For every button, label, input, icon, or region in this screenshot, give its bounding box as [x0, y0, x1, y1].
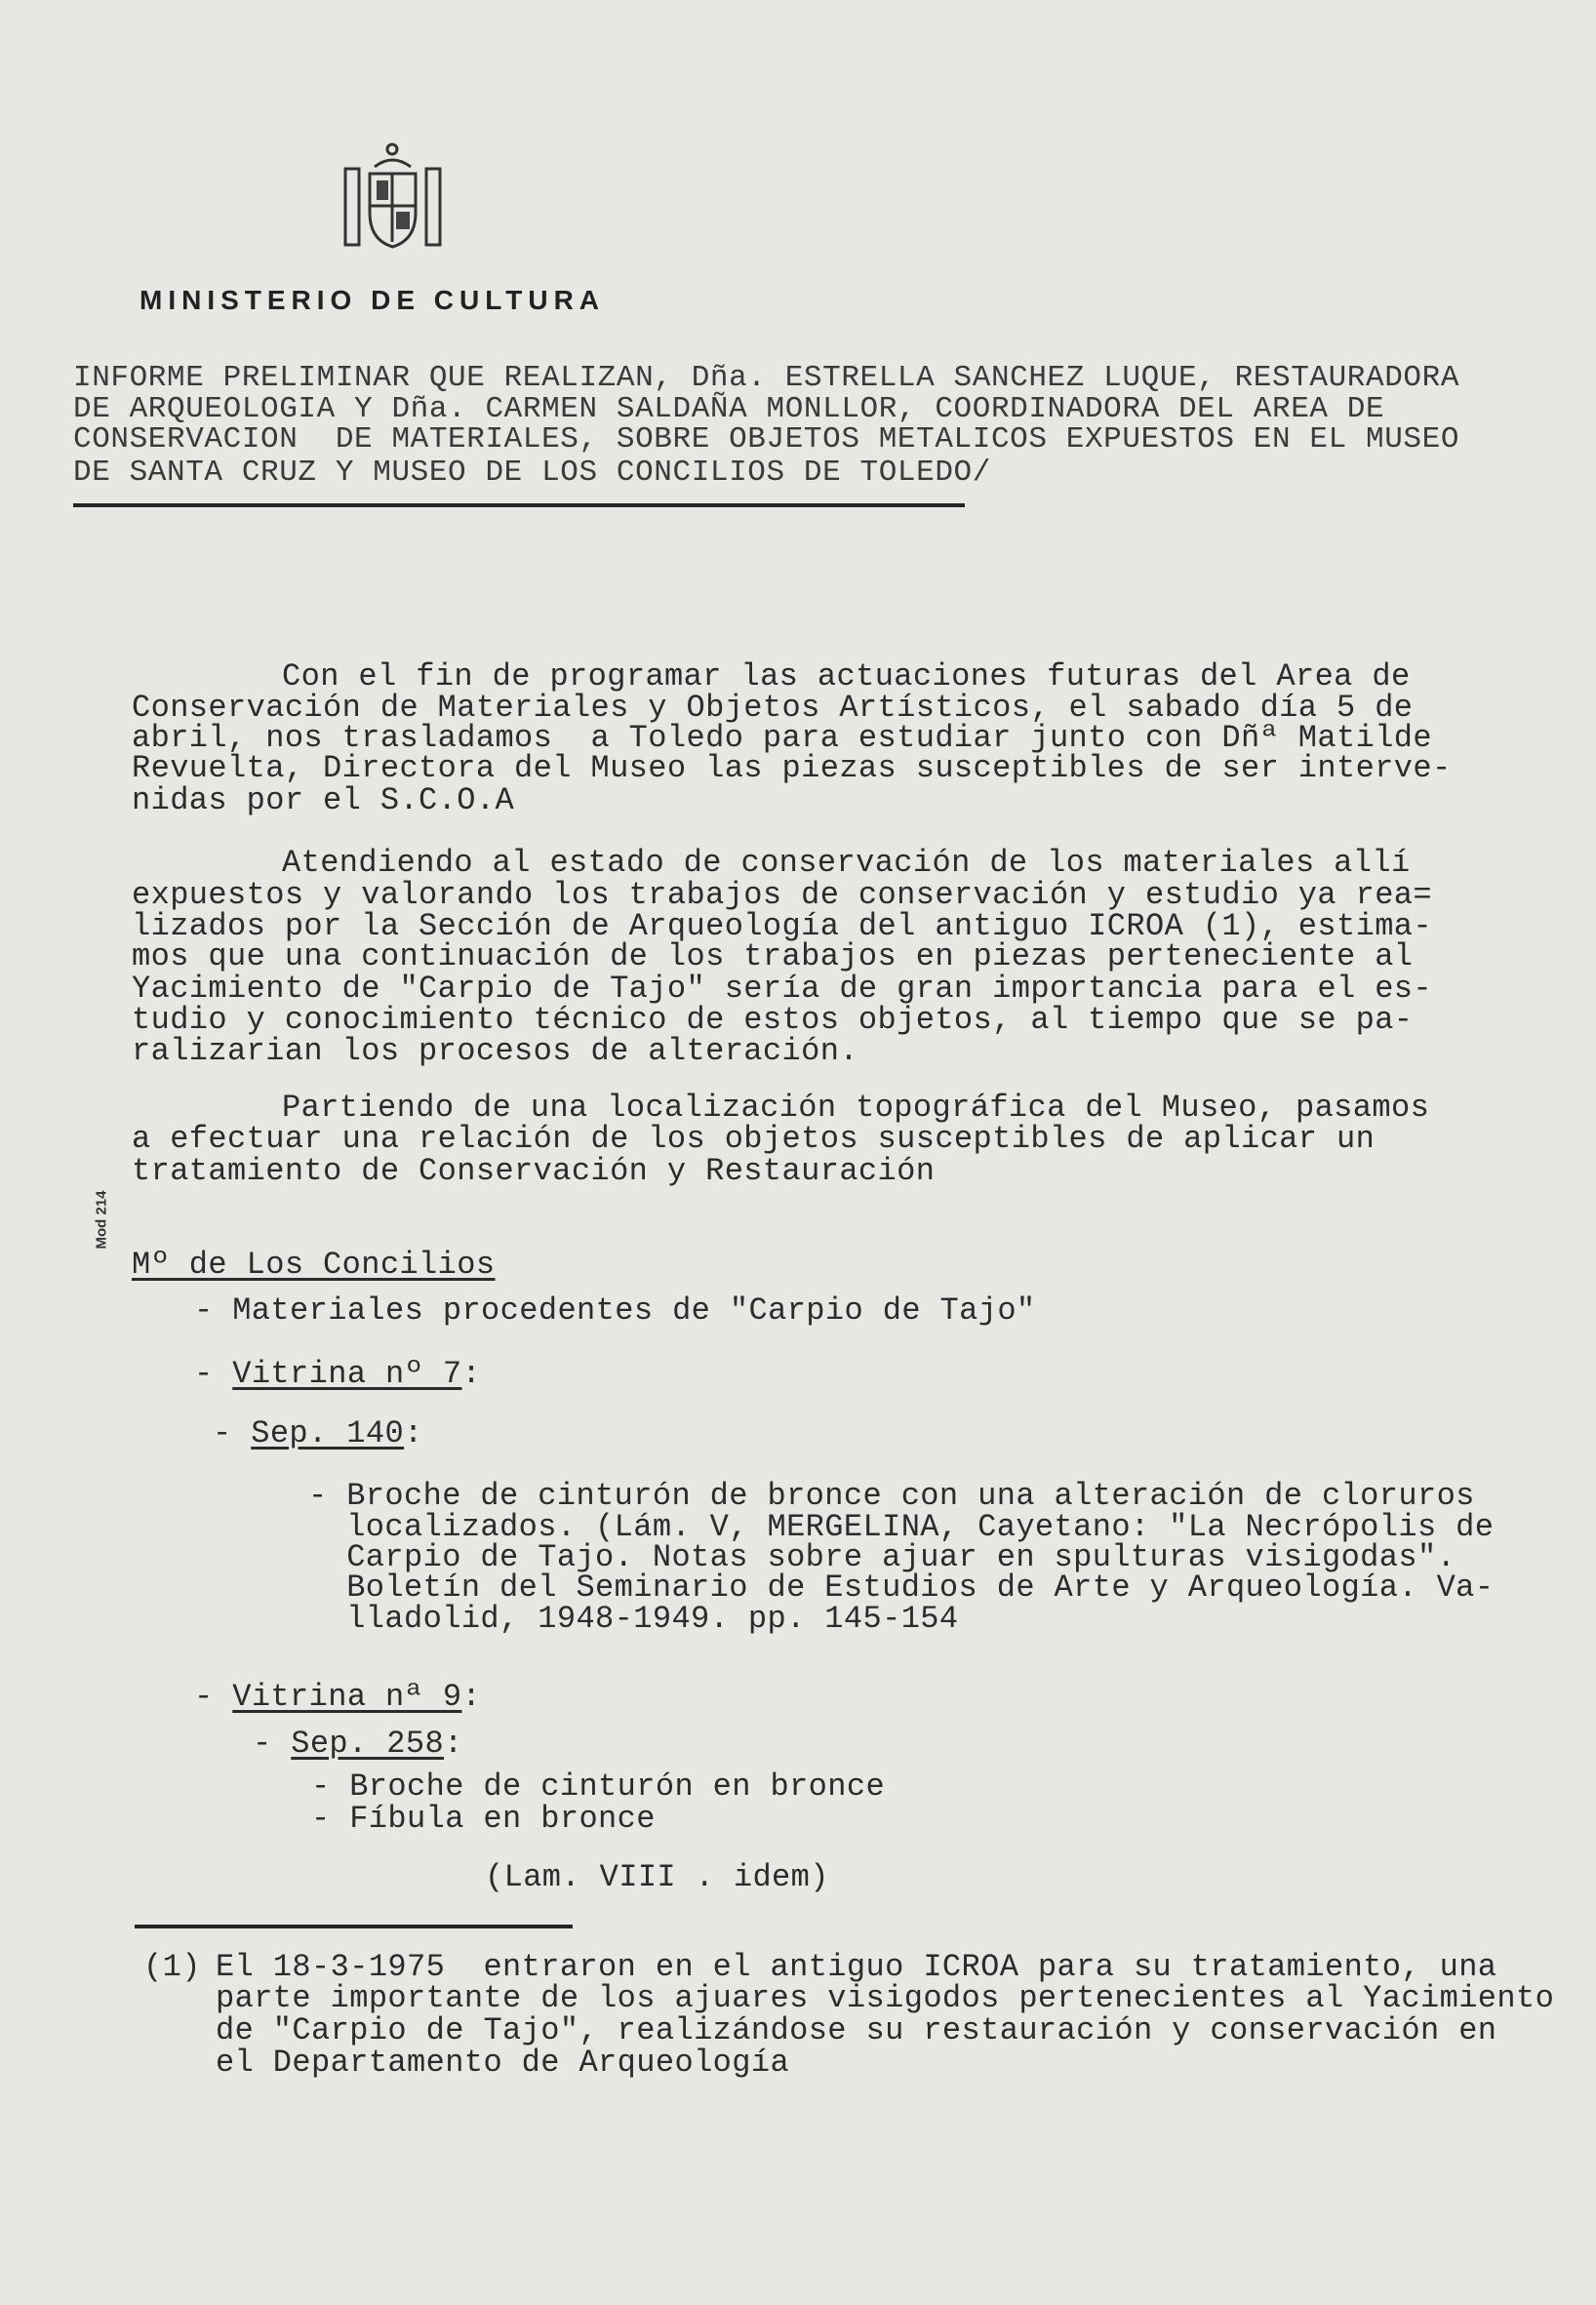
- footnote-separator: [135, 1925, 573, 1928]
- vitrina-7: - Vitrina nº 7:: [194, 1356, 482, 1392]
- sep-258: - Sep. 258:: [253, 1726, 463, 1762]
- section-heading: Mº de Los Concilios: [132, 1247, 496, 1283]
- form-code: Mod 214: [93, 1190, 110, 1250]
- title-underline: [73, 503, 965, 507]
- coat-of-arms-emblem: [338, 139, 448, 253]
- vitrina-9: - Vitrina nª 9:: [194, 1679, 482, 1715]
- sep-140: - Sep. 140:: [213, 1415, 423, 1451]
- ministry-name: MINISTERIO DE CULTURA: [140, 285, 606, 315]
